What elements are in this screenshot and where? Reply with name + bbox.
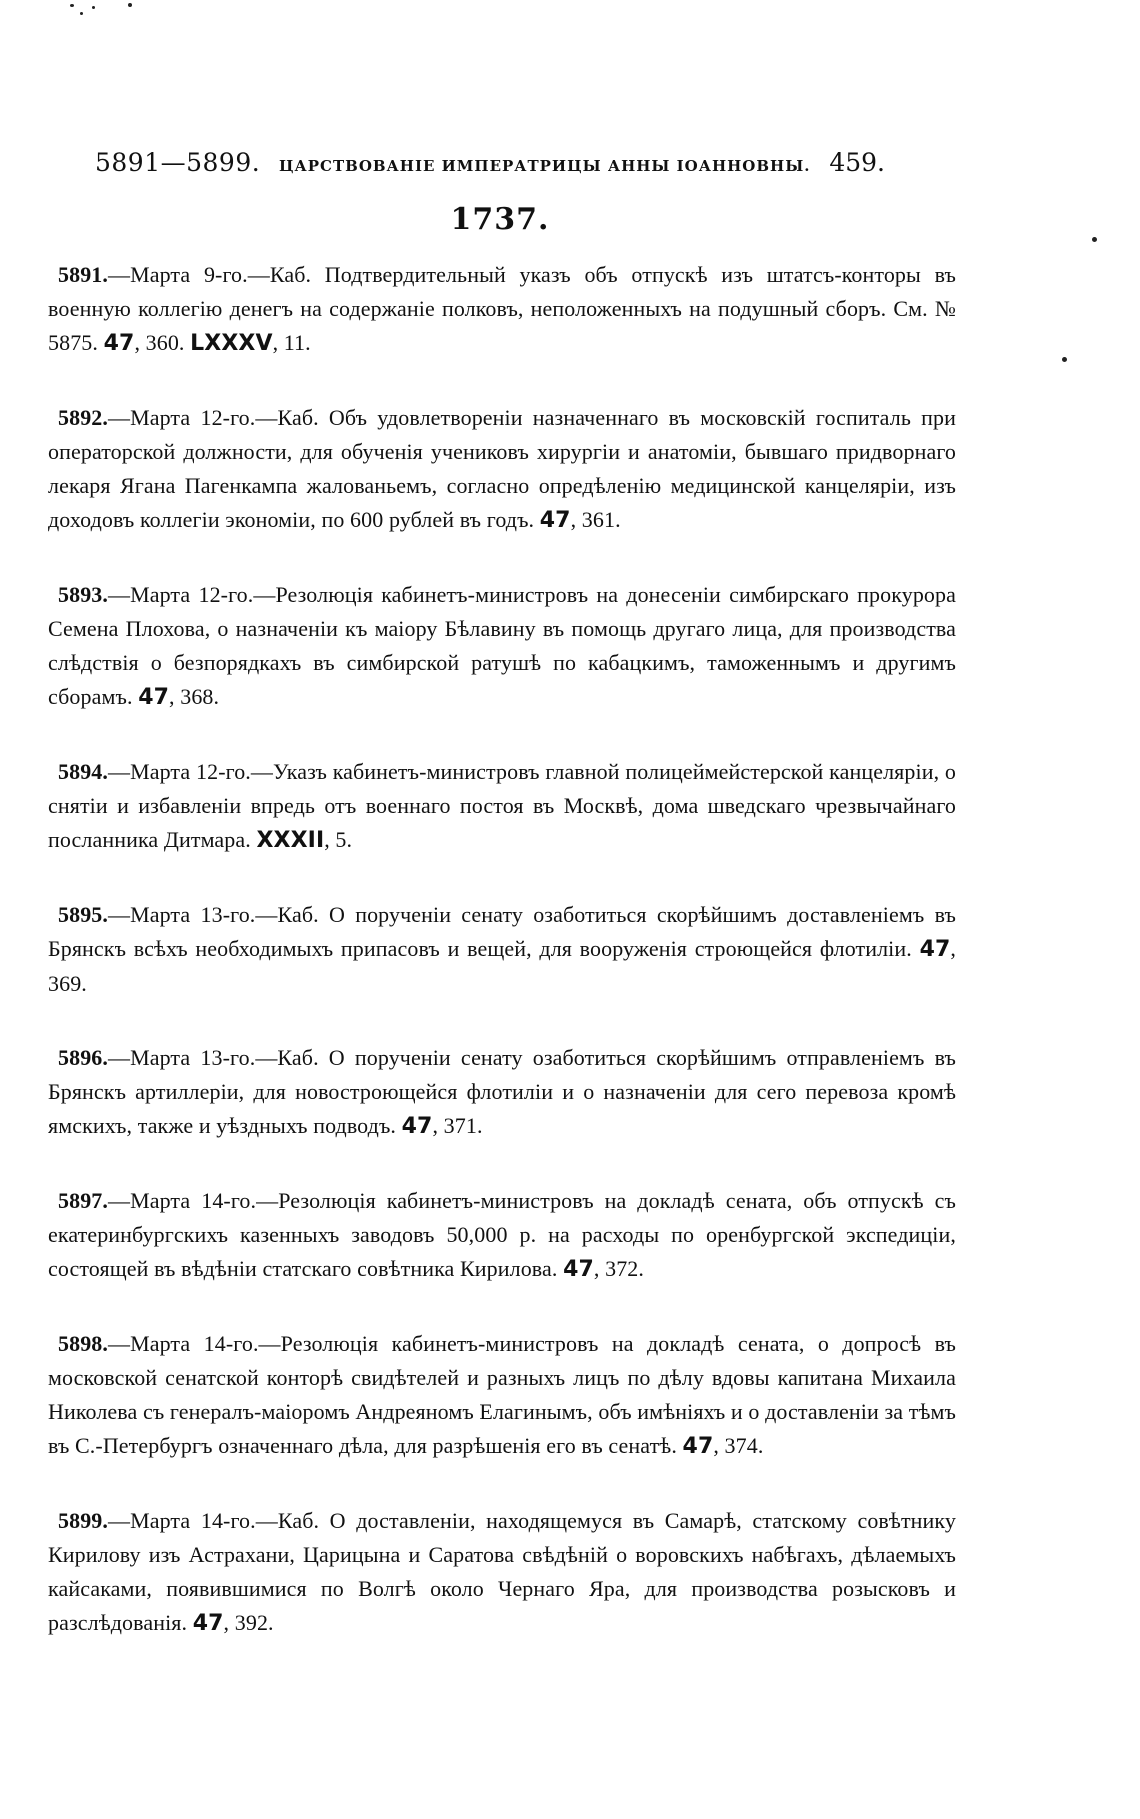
entry-volume: 47 <box>138 685 170 710</box>
entry-number: 5891. <box>58 262 108 287</box>
entry-number: 5894. <box>58 759 108 784</box>
entry-5893 <box>48 578 956 715</box>
running-header <box>95 148 885 188</box>
entry-page: , 368. <box>169 684 220 709</box>
ink-speck <box>1092 237 1097 242</box>
entry-number: 5898. <box>58 1331 108 1356</box>
entry-number: 5895. <box>58 902 108 927</box>
year-heading: 1737. <box>450 202 550 237</box>
entries-list <box>48 258 956 1681</box>
ink-speck <box>92 6 95 9</box>
entry-5891 <box>48 258 956 361</box>
entry-5898 <box>48 1327 956 1464</box>
entry-text: —Марта 13-го.—Каб. О порученіи сенату озаботиться скорѣйшимъ отправленіемъ въ Брянскъ артиллеріи, для новостроющейся флотиліи и о назначеніи для сего перевоза кромѣ ямскихъ, также и уѣздныхъ подводъ. <box>48 1045 956 1138</box>
entry-5895 <box>48 898 956 1001</box>
entry-volume: 47 <box>563 1257 594 1282</box>
entry-5897 <box>48 1184 956 1287</box>
entry-number: 5893. <box>58 582 108 607</box>
entry-number: 5897. <box>58 1188 108 1213</box>
entry-5899 <box>48 1504 956 1641</box>
entry-page: , 371. <box>432 1113 483 1138</box>
entry-cross-reference: LXXXV <box>190 331 273 356</box>
entry-text: —Марта 9-го.—Каб. Подтвердительный указъ объ отпускѣ изъ штатсъ-конторы въ военную коллегію денегъ на содержаніе полковъ, неположенныхъ на подушный сборъ. См. № 5875. <box>48 262 956 355</box>
ink-speck <box>70 4 74 7</box>
entry-number: 5896. <box>58 1045 108 1070</box>
entry-5894 <box>48 755 956 858</box>
entry-page: , 360. <box>134 330 191 355</box>
entry-text: —Марта 14-го.—Каб. О доставленіи, находящемуся въ Самарѣ, статскому совѣтнику Кирилову изъ Астрахани, Царицына и Саратова свѣдѣній о воровскихъ набѣгахъ, дѣлаемыхъ кайсаками, появившимися по Волгѣ около Чернаго Яра, для производства розысковъ и разслѣдованія. <box>48 1508 956 1635</box>
ink-speck <box>80 12 83 15</box>
entry-5896 <box>48 1041 956 1144</box>
entry-volume: 47 <box>919 937 951 962</box>
entry-number: 5892. <box>58 405 108 430</box>
entry-5892 <box>48 401 956 538</box>
entry-text: —Марта 12-го.—Каб. Объ удовлетвореніи назначеннаго въ московскій госпиталь при операторской должности, для обученія учениковъ хирургіи и анатоміи, бывшаго придворнаго лекаря Ягана Пагенкампа жалованьемъ, согласно опредѣленію медицинской канцеляріи, изъ доходовъ коллегіи экономіи, по 600 рублей въ годъ. <box>48 405 956 532</box>
entry-text: —Марта 14-го.—Резолюція кабинетъ-министровъ на докладѣ сената, объ отпускѣ съ екатеринбургскихъ казенныхъ заводовъ 50,000 р. на расходы по оренбургской экспедиціи, состоящей въ вѣдѣніи статскаго совѣтника Кирилова. <box>48 1188 956 1281</box>
entry-page: , 372. <box>593 1256 644 1281</box>
entry-volume: 47 <box>401 1114 433 1139</box>
entry-text: —Марта 12-го.—Резолюція кабинетъ-министровъ на донесеніи симбирскаго прокурора Семена Плохова, о назначеніи къ маіору Бѣлавину въ помощь другаго лица, для производства слѣдствія о безпорядкахъ въ симбирской ратушѣ по кабацкимъ, таможеннымъ и другимъ сборамъ. <box>48 582 956 709</box>
entry-page: , 374. <box>713 1433 764 1458</box>
entry-cross-reference-page: , 11. <box>272 330 311 355</box>
page-number: 459. <box>829 148 885 177</box>
entry-page: , 5. <box>324 827 353 852</box>
ink-speck <box>128 3 132 7</box>
header-number-range: 5891—5899. <box>95 148 261 177</box>
entry-volume: 47 <box>539 508 571 533</box>
entry-page: , 369. <box>48 936 956 996</box>
entry-volume: 47 <box>682 1434 714 1459</box>
entry-volume: XXXII <box>256 828 325 853</box>
entry-page: , 392. <box>223 1610 274 1635</box>
entry-page: , 361. <box>570 507 621 532</box>
entry-volume: 47 <box>103 331 135 356</box>
ink-speck <box>1062 357 1067 362</box>
entry-volume: 47 <box>192 1611 224 1636</box>
entry-text: —Марта 13-го.—Каб. О порученіи сенату озаботиться скорѣйшимъ доставленіемъ въ Брянскъ всѣхъ необходимыхъ припасовъ и вещей, для вооруженія строющейся флотиліи. <box>48 902 956 961</box>
entry-number: 5899. <box>58 1508 108 1533</box>
entry-text: —Марта 14-го.—Резолюція кабинетъ-министровъ на докладѣ сената, о допросѣ въ московской сенатской конторѣ свидѣтелей и разныхъ лицъ по дѣлу вдовы капитана Михаила Николева съ генералъ-маіоромъ Андреяномъ Елагинымъ, объ имѣніяхъ и о доставленіи за тѣмъ въ С.-Петербургъ означеннаго дѣла, для разрѣшенія его въ сенатѣ. <box>48 1331 956 1458</box>
entry-text: —Марта 12-го.—Указъ кабинетъ-министровъ главной полицеймейстерской канцеляріи, о снятіи и избавленіи впредь отъ военнаго постоя въ Москвѣ, дома шведскаго чрезвычайнаго посланника Дитмара. <box>48 759 956 852</box>
header-title: ЦАРСТВОВАНІЕ ИМПЕРАТРИЦЫ АННЫ ІОАННОВНЫ. <box>279 157 811 175</box>
